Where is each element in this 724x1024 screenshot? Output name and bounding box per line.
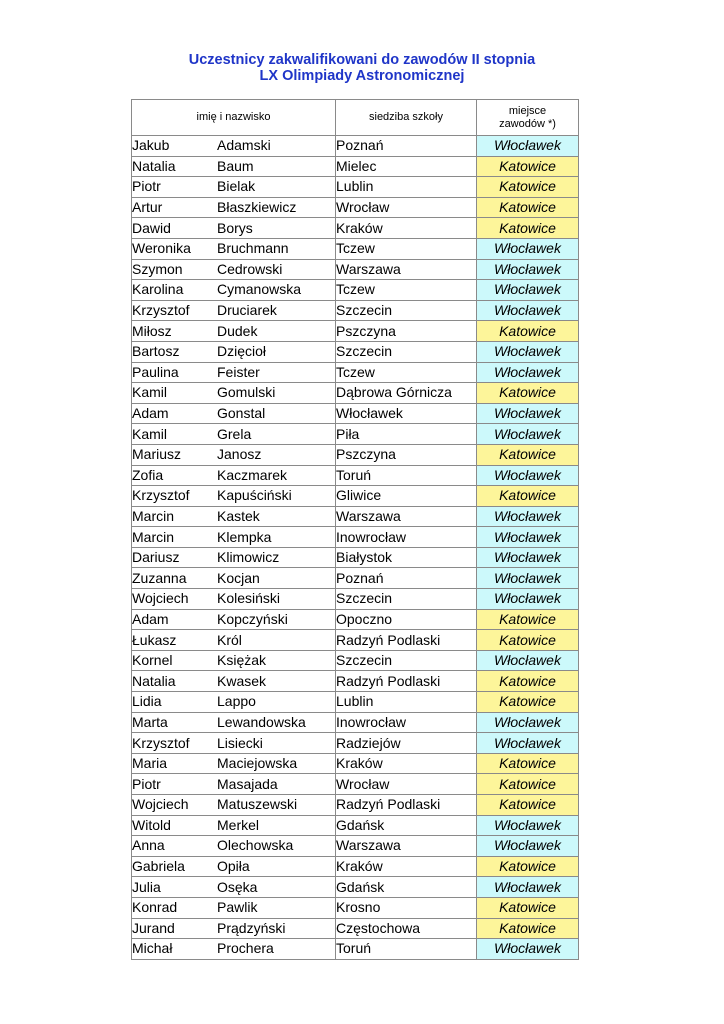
participant-name-cell — [132, 733, 336, 754]
table-row — [132, 712, 579, 733]
last-name: Baum — [217, 157, 254, 174]
school-city: Inowrocław — [336, 527, 477, 548]
school-city: Wrocław — [336, 197, 477, 218]
last-name: Bielak — [217, 178, 256, 195]
competition-venue: Włocławek — [477, 465, 579, 486]
table-row — [132, 856, 579, 877]
last-name: Lisiecki — [217, 734, 263, 751]
school-city: Wrocław — [336, 774, 477, 795]
participant-name-cell — [132, 774, 336, 795]
table-row — [132, 259, 579, 280]
last-name: Klempka — [217, 528, 272, 545]
participants-table — [131, 99, 579, 960]
first-name: Kamil — [132, 425, 168, 442]
first-name: Paulina — [132, 363, 179, 380]
first-name: Mariusz — [132, 446, 182, 463]
school-city: Warszawa — [336, 836, 477, 857]
header-school: siedziba szkoły — [336, 100, 477, 136]
title-line-2: LX Olimpiady Astronomicznej — [259, 68, 465, 84]
table-row — [132, 836, 579, 857]
first-name: Kamil — [132, 384, 168, 401]
table-row — [132, 877, 579, 898]
first-name: Piotr — [132, 775, 161, 792]
participant-name-cell — [132, 712, 336, 733]
participant-name-cell — [132, 341, 336, 362]
table-row — [132, 403, 579, 424]
participant-name-cell — [132, 444, 336, 465]
competition-venue: Katowice — [477, 218, 579, 239]
school-city: Pszczyna — [336, 444, 477, 465]
first-name: Krzysztof — [132, 734, 190, 751]
participant-name-cell — [132, 321, 336, 342]
participant-name-cell — [132, 547, 336, 568]
school-city: Dąbrowa Górnicza — [336, 383, 477, 404]
participant-name-cell — [132, 753, 336, 774]
table-row — [132, 753, 579, 774]
first-name: Jakub — [132, 137, 170, 154]
school-city: Częstochowa — [336, 918, 477, 939]
first-name: Wojciech — [132, 590, 189, 607]
last-name: Prądzyński — [217, 919, 286, 936]
school-city: Lublin — [336, 177, 477, 198]
last-name: Lewandowska — [217, 713, 306, 730]
first-name: Miłosz — [132, 322, 172, 339]
school-city: Tczew — [336, 362, 477, 383]
school-city: Pszczyna — [336, 321, 477, 342]
school-city: Radzyń Podlaski — [336, 671, 477, 692]
competition-venue: Katowice — [477, 321, 579, 342]
first-name: Adam — [132, 610, 169, 627]
last-name: Opiła — [217, 858, 250, 875]
last-name: Kapuściński — [217, 487, 292, 504]
competition-venue: Katowice — [477, 753, 579, 774]
competition-venue: Katowice — [477, 630, 579, 651]
table-row — [132, 444, 579, 465]
table-row — [132, 815, 579, 836]
last-name: Matuszewski — [217, 796, 298, 813]
last-name: Adamski — [217, 137, 271, 154]
table-row — [132, 692, 579, 713]
school-city: Opoczno — [336, 609, 477, 630]
competition-venue: Włocławek — [477, 815, 579, 836]
school-city: Inowrocław — [336, 712, 477, 733]
first-name: Witold — [132, 816, 171, 833]
school-city: Radzyń Podlaski — [336, 630, 477, 651]
participant-name-cell — [132, 362, 336, 383]
last-name: Olechowska — [217, 837, 294, 854]
participant-name-cell — [132, 156, 336, 177]
competition-venue: Włocławek — [477, 712, 579, 733]
competition-venue: Włocławek — [477, 424, 579, 445]
first-name: Dariusz — [132, 549, 180, 566]
first-name: Krzysztof — [132, 487, 190, 504]
school-city: Kraków — [336, 753, 477, 774]
participant-name-cell — [132, 527, 336, 548]
competition-venue: Włocławek — [477, 527, 579, 548]
last-name: Kolesiński — [217, 590, 281, 607]
last-name: Maciejowska — [217, 755, 298, 772]
first-name: Karolina — [132, 281, 184, 298]
participant-name-cell — [132, 197, 336, 218]
participant-name-cell — [132, 630, 336, 651]
school-city: Szczecin — [336, 300, 477, 321]
table-row — [132, 650, 579, 671]
competition-venue: Włocławek — [477, 506, 579, 527]
table-row — [132, 918, 579, 939]
school-city: Toruń — [336, 465, 477, 486]
first-name: Adam — [132, 405, 169, 422]
competition-venue: Katowice — [477, 197, 579, 218]
last-name: Pawlik — [217, 899, 258, 916]
participant-name-cell — [132, 259, 336, 280]
competition-venue: Włocławek — [477, 300, 579, 321]
competition-venue: Katowice — [477, 918, 579, 939]
competition-venue: Katowice — [477, 156, 579, 177]
competition-venue: Włocławek — [477, 280, 579, 301]
first-name: Kornel — [132, 652, 173, 669]
school-city: Poznań — [336, 136, 477, 157]
first-name: Maria — [132, 755, 168, 772]
school-city: Mielec — [336, 156, 477, 177]
participant-name-cell — [132, 836, 336, 857]
title-line-1: Uczestnicy zakwalifikowani do zawodów II stopnia — [188, 52, 536, 68]
first-name: Lidia — [132, 693, 162, 710]
table-row — [132, 362, 579, 383]
school-city: Szczecin — [336, 341, 477, 362]
first-name: Natalia — [132, 672, 176, 689]
participant-name-cell — [132, 795, 336, 816]
participant-name-cell — [132, 692, 336, 713]
school-city: Szczecin — [336, 650, 477, 671]
table-row — [132, 527, 579, 548]
competition-venue: Włocławek — [477, 836, 579, 857]
competition-venue: Katowice — [477, 774, 579, 795]
participant-name-cell — [132, 939, 336, 960]
table-row — [132, 383, 579, 404]
first-name: Dawid — [132, 219, 171, 236]
participant-name-cell — [132, 300, 336, 321]
competition-venue: Katowice — [477, 486, 579, 507]
participant-name-cell — [132, 589, 336, 610]
table-row — [132, 589, 579, 610]
participant-name-cell — [132, 424, 336, 445]
table-row — [132, 218, 579, 239]
first-name: Zofia — [132, 466, 164, 483]
table-row — [132, 795, 579, 816]
competition-venue: Włocławek — [477, 877, 579, 898]
last-name: Prochera — [217, 940, 274, 957]
school-city: Białystok — [336, 547, 477, 568]
table-row — [132, 424, 579, 445]
participant-name-cell — [132, 177, 336, 198]
competition-venue: Włocławek — [477, 238, 579, 259]
school-city: Toruń — [336, 939, 477, 960]
competition-venue: Włocławek — [477, 403, 579, 424]
last-name: Borys — [217, 219, 253, 236]
competition-venue: Włocławek — [477, 568, 579, 589]
last-name: Grela — [217, 425, 252, 442]
table-row — [132, 341, 579, 362]
table-row — [132, 156, 579, 177]
competition-venue: Włocławek — [477, 341, 579, 362]
table-row — [132, 547, 579, 568]
document-title — [0, 52, 724, 84]
participant-name-cell — [132, 238, 336, 259]
school-city: Krosno — [336, 897, 477, 918]
first-name: Michał — [132, 940, 173, 957]
last-name: Dzięcioł — [217, 343, 267, 360]
school-city: Warszawa — [336, 506, 477, 527]
competition-venue: Katowice — [477, 856, 579, 877]
competition-venue: Katowice — [477, 897, 579, 918]
first-name: Weronika — [132, 240, 191, 257]
competition-venue: Włocławek — [477, 362, 579, 383]
school-city: Szczecin — [336, 589, 477, 610]
header-name: imię i nazwisko — [132, 100, 336, 136]
participant-name-cell — [132, 650, 336, 671]
participant-name-cell — [132, 897, 336, 918]
participant-name-cell — [132, 877, 336, 898]
last-name: Cedrowski — [217, 260, 283, 277]
participant-name-cell — [132, 506, 336, 527]
table-row — [132, 774, 579, 795]
first-name: Piotr — [132, 178, 161, 195]
first-name: Artur — [132, 199, 163, 216]
competition-venue: Katowice — [477, 383, 579, 404]
table-row — [132, 630, 579, 651]
table-row — [132, 300, 579, 321]
last-name: Cymanowska — [217, 281, 302, 298]
participant-name-cell — [132, 568, 336, 589]
school-city: Kraków — [336, 856, 477, 877]
last-name: Merkel — [217, 816, 260, 833]
last-name: Klimowicz — [217, 549, 280, 566]
last-name: Druciarek — [217, 302, 277, 319]
first-name: Konrad — [132, 899, 178, 916]
school-city: Warszawa — [336, 259, 477, 280]
first-name: Marcin — [132, 528, 175, 545]
competition-venue: Włocławek — [477, 259, 579, 280]
school-city: Radziejów — [336, 733, 477, 754]
table-row — [132, 506, 579, 527]
last-name: Lappo — [217, 693, 256, 710]
first-name: Gabriela — [132, 858, 185, 875]
participant-name-cell — [132, 280, 336, 301]
last-name: Janosz — [217, 446, 262, 463]
first-name: Łukasz — [132, 631, 177, 648]
competition-venue: Katowice — [477, 671, 579, 692]
school-city: Tczew — [336, 280, 477, 301]
table-row — [132, 897, 579, 918]
table-body — [132, 136, 579, 960]
competition-venue: Włocławek — [477, 589, 579, 610]
table-row — [132, 486, 579, 507]
school-city: Gliwice — [336, 486, 477, 507]
school-city: Piła — [336, 424, 477, 445]
competition-venue: Katowice — [477, 444, 579, 465]
competition-venue: Katowice — [477, 795, 579, 816]
competition-venue: Katowice — [477, 609, 579, 630]
first-name: Jurand — [132, 919, 175, 936]
participant-name-cell — [132, 671, 336, 692]
participant-name-cell — [132, 918, 336, 939]
table-row — [132, 939, 579, 960]
last-name: Gomulski — [217, 384, 276, 401]
school-city: Tczew — [336, 238, 477, 259]
participant-name-cell — [132, 218, 336, 239]
table-row — [132, 609, 579, 630]
competition-venue: Włocławek — [477, 939, 579, 960]
participant-name-cell — [132, 609, 336, 630]
table-row — [132, 177, 579, 198]
participant-name-cell — [132, 815, 336, 836]
table-header-row — [132, 100, 579, 136]
last-name: Kwasek — [217, 672, 267, 689]
last-name: Błaszkiewicz — [217, 199, 297, 216]
last-name: Księżak — [217, 652, 267, 669]
last-name: Feister — [217, 363, 260, 380]
participant-name-cell — [132, 856, 336, 877]
competition-venue: Włocławek — [477, 547, 579, 568]
table-row — [132, 733, 579, 754]
first-name: Bartosz — [132, 343, 180, 360]
first-name: Marcin — [132, 507, 175, 524]
school-city: Kraków — [336, 218, 477, 239]
participant-name-cell — [132, 383, 336, 404]
table-row — [132, 136, 579, 157]
first-name: Anna — [132, 837, 165, 854]
last-name: Kastek — [217, 507, 260, 524]
last-name: Kopczyński — [217, 610, 288, 627]
participant-name-cell — [132, 486, 336, 507]
competition-venue: Włocławek — [477, 650, 579, 671]
first-name: Marta — [132, 713, 168, 730]
first-name: Wojciech — [132, 796, 189, 813]
table-row — [132, 321, 579, 342]
first-name: Krzysztof — [132, 302, 190, 319]
school-city: Gdańsk — [336, 815, 477, 836]
participant-name-cell — [132, 465, 336, 486]
header-venue — [477, 100, 579, 136]
competition-venue: Włocławek — [477, 136, 579, 157]
last-name: Bruchmann — [217, 240, 289, 257]
school-city: Lublin — [336, 692, 477, 713]
table-row — [132, 238, 579, 259]
table-row — [132, 671, 579, 692]
participant-name-cell — [132, 136, 336, 157]
competition-venue: Katowice — [477, 177, 579, 198]
first-name: Julia — [132, 878, 161, 895]
table-row — [132, 568, 579, 589]
header-venue-line-2: zawodów *) — [499, 117, 556, 130]
last-name: Król — [217, 631, 242, 648]
first-name: Natalia — [132, 157, 176, 174]
school-city: Gdańsk — [336, 877, 477, 898]
last-name: Kaczmarek — [217, 466, 288, 483]
last-name: Kocjan — [217, 569, 260, 586]
table-row — [132, 465, 579, 486]
participant-name-cell — [132, 403, 336, 424]
competition-venue: Włocławek — [477, 733, 579, 754]
school-city: Radzyń Podlaski — [336, 795, 477, 816]
first-name: Szymon — [132, 260, 183, 277]
last-name: Dudek — [217, 322, 258, 339]
last-name: Osęka — [217, 878, 258, 895]
table-row — [132, 197, 579, 218]
last-name: Masajada — [217, 775, 278, 792]
first-name: Zuzanna — [132, 569, 187, 586]
table-row — [132, 280, 579, 301]
last-name: Gonstal — [217, 405, 266, 422]
school-city: Włocławek — [336, 403, 477, 424]
school-city: Poznań — [336, 568, 477, 589]
header-venue-line-1: miejsce — [508, 104, 547, 117]
competition-venue: Katowice — [477, 692, 579, 713]
